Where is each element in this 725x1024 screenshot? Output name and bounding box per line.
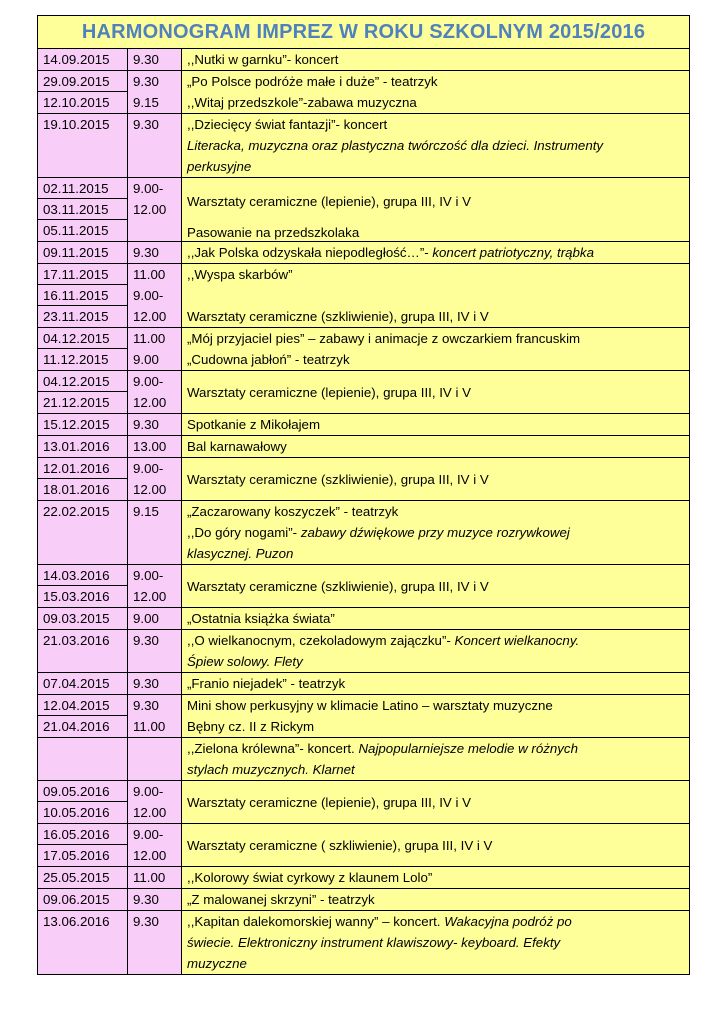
time-text: 12.00 (133, 395, 167, 410)
date-cell (38, 867, 128, 889)
event-text: ,,Zielona królewna”- koncert. (187, 741, 359, 756)
event-cell (182, 911, 690, 975)
event-cell (182, 71, 690, 114)
table-row (38, 867, 690, 889)
time-text: 12.00 (133, 589, 167, 604)
event-description: Najpopularniejsze melodie w różnych (358, 741, 578, 756)
event-cell (182, 630, 690, 673)
table-row (38, 436, 690, 458)
event-line (187, 576, 684, 597)
table-row (38, 738, 690, 781)
table-row (38, 178, 690, 242)
time-text: 9.00- (133, 784, 164, 799)
event-description: Koncert wielkanocny. (454, 633, 580, 648)
event-text: „Mój przyjaciel pies” – zabawy i animacje z owczarkiem francuskim (187, 331, 581, 346)
event-text: ,,Dziecięcy świat fantazji”- koncert (187, 117, 388, 132)
event-line (187, 414, 684, 435)
date-text: 16.11.2015 (38, 285, 127, 306)
time-cell (128, 673, 182, 695)
time-cell (128, 242, 182, 264)
date-text: 18.01.2016 (43, 482, 110, 497)
date-cell (38, 242, 128, 264)
table-row (38, 114, 690, 178)
time-text: 11.00 (133, 267, 166, 282)
table-row (38, 49, 690, 71)
event-text: Warsztaty ceramiczne (szkliwienie), grupa III, IV i V (187, 309, 489, 324)
event-description: muzyczne (187, 956, 247, 971)
time-text: 9.30 (133, 117, 159, 132)
time-text: 13.00 (133, 439, 167, 454)
event-cell (182, 565, 690, 608)
event-line (187, 651, 684, 672)
event-cell (182, 889, 690, 911)
date-cell (38, 781, 128, 824)
event-line (187, 242, 684, 263)
time-cell (128, 436, 182, 458)
event-line (187, 716, 684, 737)
time-cell (128, 738, 182, 781)
time-cell (128, 630, 182, 673)
event-cell (182, 178, 690, 242)
event-line (187, 210, 684, 226)
event-cell (182, 781, 690, 824)
event-text: ,,Witaj przedszkole”-zabawa muzyczna (187, 95, 417, 110)
table-row (38, 371, 690, 414)
table-row (38, 695, 690, 738)
time-cell (128, 49, 182, 71)
date-text: 16.05.2016 (38, 824, 127, 845)
event-line (187, 156, 684, 177)
date-cell (38, 264, 128, 328)
time-text (128, 220, 181, 241)
event-line (187, 225, 684, 241)
event-line (187, 328, 684, 349)
table-row (38, 781, 690, 824)
event-text: Bal karnawałowy (187, 439, 287, 454)
event-cell (182, 114, 690, 178)
time-text: 9.30 (133, 52, 159, 67)
event-line (187, 49, 684, 70)
event-cell (182, 264, 690, 328)
date-text: 13.06.2016 (43, 914, 110, 929)
event-text: Bębny cz. II z Rickym (187, 719, 315, 734)
time-cell (128, 824, 182, 867)
table-row (38, 608, 690, 630)
date-text: 21.12.2015 (43, 395, 110, 410)
time-cell (128, 781, 182, 824)
event-text: Pasowanie na przedszkolaka (187, 225, 360, 241)
time-text: 9.00- (133, 827, 164, 842)
date-text: 22.02.2015 (43, 504, 110, 519)
table-row (38, 501, 690, 565)
date-text (38, 738, 127, 759)
event-line (187, 792, 684, 813)
date-text: 12.01.2016 (38, 458, 127, 479)
date-text: 29.09.2015 (38, 71, 127, 92)
date-text: 04.12.2015 (38, 371, 127, 392)
date-cell (38, 49, 128, 71)
event-line (187, 71, 684, 92)
schedule-table (37, 15, 690, 975)
event-description: klasycznej. Puzon (187, 546, 294, 561)
event-line (187, 349, 684, 370)
event-line (187, 911, 684, 932)
event-line (187, 673, 684, 694)
event-text: „Z malowanej skrzyni” - teatrzyk (187, 892, 375, 907)
date-text: 07.04.2015 (43, 676, 110, 691)
date-text: 09.03.2015 (43, 611, 110, 626)
event-text: Warsztaty ceramiczne ( szkliwienie), grupa III, IV i V (187, 837, 493, 853)
time-cell (128, 264, 182, 328)
date-cell (38, 911, 128, 975)
time-text: 9.15 (133, 504, 159, 519)
event-line (187, 285, 684, 306)
date-text: 09.11.2015 (43, 245, 109, 260)
time-text: 9.30 (133, 676, 159, 691)
date-text: 17.11.2015 (38, 264, 127, 285)
event-line (187, 522, 684, 543)
date-cell (38, 371, 128, 414)
time-text: 9.00- (133, 374, 164, 389)
event-line (187, 436, 684, 457)
event-text: Warsztaty ceramiczne (szkliwienie), grupa III, IV i V (187, 578, 489, 594)
event-cell (182, 695, 690, 738)
event-cell (182, 371, 690, 414)
event-text: Warsztaty ceramiczne (lepienie), grupa III, IV i V (187, 794, 472, 810)
event-text: „Po Polsce podróże małe i duże” - teatrzyk (187, 74, 438, 89)
event-cell (182, 49, 690, 71)
event-line (187, 932, 684, 953)
time-text: 9.00- (133, 181, 164, 196)
event-text: „Franio niejadek” - teatrzyk (187, 676, 346, 691)
time-text: 9.00- (133, 288, 164, 303)
date-cell (38, 114, 128, 178)
event-text: Warsztaty ceramiczne (lepienie), grupa III, IV i V (187, 384, 472, 400)
time-text: 9.00 (133, 352, 159, 367)
date-text: 11.12.2015 (43, 352, 109, 367)
event-description: stylach muzycznych. Klarnet (187, 762, 355, 777)
time-cell (128, 371, 182, 414)
time-text: 9.30 (133, 698, 159, 713)
time-cell (128, 911, 182, 975)
event-line (187, 178, 684, 194)
time-text: 9.30 (133, 74, 159, 89)
date-text: 12.04.2015 (38, 695, 127, 716)
event-text: ,,Jak Polska odzyskała niepodległość…”- (187, 245, 433, 260)
time-cell (128, 328, 182, 371)
event-description: koncert patriotyczny, trąbka (432, 245, 594, 260)
table-row (38, 911, 690, 975)
event-cell (182, 738, 690, 781)
time-cell (128, 608, 182, 630)
date-text: 21.04.2016 (43, 719, 110, 734)
time-cell (128, 414, 182, 436)
event-description: Wakacyjna podróż po (444, 914, 572, 929)
time-text: 9.30 (133, 633, 159, 648)
date-cell (38, 71, 128, 114)
time-text: 12.00 (133, 805, 167, 820)
table-row (38, 565, 690, 608)
event-text: Mini show perkusyjny w klimacie Latino – warsztaty muzyczne (187, 698, 553, 713)
event-cell (182, 436, 690, 458)
time-cell (128, 458, 182, 501)
event-line (187, 759, 684, 780)
date-text: 25.05.2015 (43, 870, 110, 885)
date-cell (38, 414, 128, 436)
table-row (38, 414, 690, 436)
table-row (38, 889, 690, 911)
time-text: 12.00 (133, 309, 167, 324)
event-line (187, 695, 684, 716)
time-text: 9.30 (133, 417, 159, 432)
event-cell (182, 242, 690, 264)
schedule-sheet (37, 15, 689, 975)
event-line (187, 867, 684, 888)
time-text: 12.00 (133, 482, 167, 497)
title-row (38, 16, 690, 49)
event-line (187, 953, 684, 974)
table-row (38, 673, 690, 695)
event-cell (182, 673, 690, 695)
date-cell (38, 608, 128, 630)
event-text: ,,Wyspa skarbów” (187, 267, 293, 282)
event-cell (182, 501, 690, 565)
table-row (38, 328, 690, 371)
event-description: zabawy dźwiękowe przy muzyce rozrywkowej (300, 525, 570, 540)
event-line (187, 889, 684, 910)
time-text: 11.00 (133, 331, 166, 346)
event-line (187, 264, 684, 285)
date-text: 09.05.2016 (38, 781, 127, 802)
time-text: 11.00 (133, 870, 166, 885)
event-cell (182, 328, 690, 371)
time-cell (128, 178, 182, 242)
time-cell (128, 114, 182, 178)
time-text: 9.30 (133, 914, 159, 929)
event-text: „Cudowna jabłoń” - teatrzyk (187, 352, 350, 367)
time-text: 9.00- (133, 461, 164, 476)
date-text: 19.10.2015 (43, 117, 110, 132)
date-cell (38, 738, 128, 781)
date-cell (38, 673, 128, 695)
time-text: 12.00 (133, 848, 167, 863)
date-cell (38, 178, 128, 242)
event-line (187, 608, 684, 629)
time-text: 9.15 (133, 95, 159, 110)
event-description: perkusyjne (187, 159, 252, 174)
date-text: 12.10.2015 (43, 95, 110, 110)
date-cell (38, 436, 128, 458)
event-description: Śpiew solowy. Flety (187, 654, 303, 669)
time-cell (128, 501, 182, 565)
event-line (187, 543, 684, 564)
date-text: 14.09.2015 (43, 52, 110, 67)
table-row (38, 824, 690, 867)
event-cell (182, 414, 690, 436)
date-cell (38, 889, 128, 911)
event-text: ,,O wielkanocnym, czekoladowym zajączku”- (187, 633, 455, 648)
event-description: Literacka, muzyczna oraz plastyczna twórczość dla dzieci. Instrumenty (187, 138, 604, 153)
date-text: 23.11.2015 (43, 309, 109, 324)
page-title: HARMONOGRAM IMPREZ W ROKU SZKOLNYM 2015/2016 (38, 16, 690, 49)
time-text: 9.30 (133, 892, 159, 907)
time-text: 11.00 (133, 719, 166, 734)
event-text: Spotkanie z Mikołajem (187, 417, 321, 432)
event-text: ,,Do góry nogami”- (187, 525, 301, 540)
event-line (187, 135, 684, 156)
event-line (187, 835, 684, 856)
date-cell (38, 695, 128, 738)
event-cell (182, 824, 690, 867)
time-text: 9.30 (133, 245, 159, 260)
time-text: 9.00- (133, 568, 164, 583)
table-row (38, 630, 690, 673)
date-cell (38, 630, 128, 673)
event-text: ,,Kapitan dalekomorskiej wanny” – koncert. (187, 914, 445, 929)
event-line (187, 738, 684, 759)
date-text: 21.03.2016 (43, 633, 110, 648)
time-text: 9.00 (133, 611, 159, 626)
event-line (187, 469, 684, 490)
date-text: 15.03.2016 (43, 589, 110, 604)
date-cell (38, 501, 128, 565)
schedule-rows (38, 49, 690, 975)
time-text (128, 738, 181, 759)
event-text: Warsztaty ceramiczne (szkliwienie), grupa III, IV i V (187, 471, 489, 487)
date-text: 04.12.2015 (38, 328, 127, 349)
event-line (187, 306, 684, 327)
time-cell (128, 565, 182, 608)
event-text: Warsztaty ceramiczne (lepienie), grupa III, IV i V (187, 193, 472, 209)
time-cell (128, 71, 182, 114)
date-text: 13.01.2016 (43, 439, 110, 454)
event-line (187, 114, 684, 135)
table-row (38, 242, 690, 264)
date-text: 17.05.2016 (43, 848, 110, 863)
event-description: świecie. Elektroniczny instrument klawiszowy- keyboard. Efekty (187, 935, 561, 950)
date-text: 09.06.2015 (43, 892, 110, 907)
time-text: 12.00 (133, 202, 167, 217)
event-line (187, 630, 684, 651)
date-cell (38, 565, 128, 608)
event-text: ,,Nutki w garnku”- koncert (187, 52, 339, 67)
time-cell (128, 889, 182, 911)
date-cell (38, 824, 128, 867)
event-text: „Zaczarowany koszyczek” - teatrzyk (187, 504, 399, 519)
date-text: 03.11.2015 (38, 199, 127, 220)
event-line (187, 92, 684, 113)
date-text: 02.11.2015 (38, 178, 127, 199)
time-cell (128, 695, 182, 738)
event-line (187, 194, 684, 210)
table-row (38, 71, 690, 114)
event-text: „Ostatnia książka świata” (187, 611, 335, 626)
event-line (187, 501, 684, 522)
date-cell (38, 328, 128, 371)
table-row (38, 264, 690, 328)
table-row (38, 458, 690, 501)
event-text: ,,Kolorowy świat cyrkowy z klaunem Lolo” (187, 870, 433, 885)
date-text: 15.12.2015 (43, 417, 110, 432)
event-line (187, 382, 684, 403)
event-cell (182, 867, 690, 889)
date-cell (38, 458, 128, 501)
event-cell (182, 458, 690, 501)
event-cell (182, 608, 690, 630)
date-text: 05.11.2015 (43, 223, 109, 238)
date-text: 10.05.2016 (43, 805, 110, 820)
date-text: 14.03.2016 (38, 565, 127, 586)
time-cell (128, 867, 182, 889)
